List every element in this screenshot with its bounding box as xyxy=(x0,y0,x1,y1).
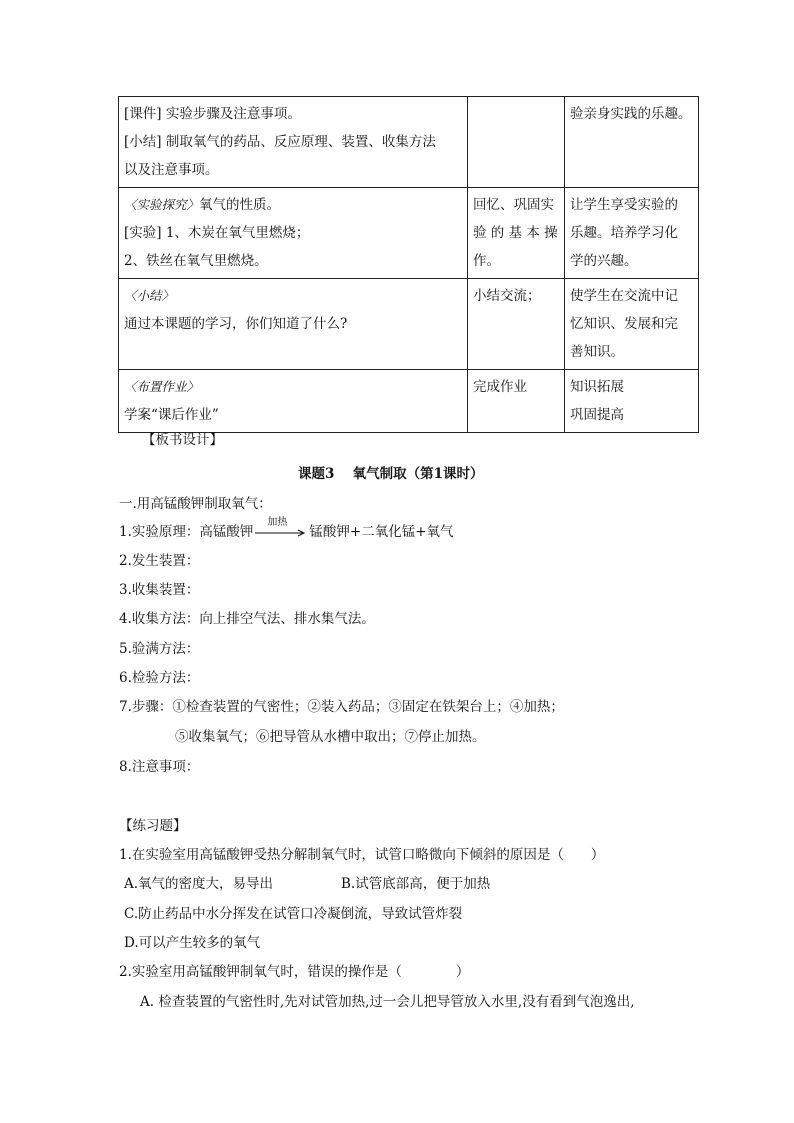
cell-text: 知识拓展 xyxy=(570,379,624,395)
item-principle xyxy=(119,516,454,540)
item-collect-method: 4.收集方法：向上排空气法、排水集气法。 xyxy=(119,611,375,627)
section-label: 〈布置作业〉 xyxy=(124,379,200,394)
section-label: 〈小结〉 xyxy=(124,288,175,303)
item-steps-line2: ⑤收集氧气；⑥把导管从水槽中取出；⑦停止加热。 xyxy=(175,729,486,745)
table-cell xyxy=(119,97,468,188)
item-test-method: 6.检验方法： xyxy=(119,670,200,686)
cell-text: 忆知识、发展和完 xyxy=(570,316,678,332)
cell-text: [实验] 1、木炭在氧气里燃烧； xyxy=(124,225,310,241)
principle-products: 锰酸钾+二氧化锰+氧气 xyxy=(309,524,454,540)
table-cell xyxy=(565,188,699,279)
lesson-table xyxy=(118,96,699,433)
table-cell xyxy=(565,279,699,370)
table-cell xyxy=(468,97,565,188)
table-cell xyxy=(565,97,699,188)
cell-text: 通过本课题的学习，你们知道了什么? xyxy=(124,316,348,332)
table-row xyxy=(119,370,699,433)
cell-text: 善知识。 xyxy=(570,344,624,360)
q1-option-d: D.可以产生较多的氧气 xyxy=(124,935,261,951)
principle-reactant: 1.实验原理：高锰酸钾 xyxy=(119,524,254,540)
table-row xyxy=(119,279,699,370)
item-full-check: 5.验满方法： xyxy=(119,641,200,657)
table-row xyxy=(119,97,699,188)
item-steps-line1: 7.步骤：①检查装置的气密性；②装入药品；③固定在铁架台上；④加热； xyxy=(119,699,564,715)
cell-text: 氧气的性质。 xyxy=(199,197,281,213)
table-cell xyxy=(119,370,468,433)
cell-text: 2、铁丝在氧气里燃烧。 xyxy=(124,253,268,269)
question-1: 1.在实验室用高锰酸钾受热分解制氧气时，试管口略微向下倾斜的原因是（ ） xyxy=(119,847,605,863)
lesson-title: 课题3 氧气制取（第1课时） xyxy=(298,466,484,482)
cell-text: 小结交流； xyxy=(473,288,541,304)
q1-option-b: B.试管底部高，便于加热 xyxy=(341,876,491,892)
cell-text: 验 的 基 本 操 xyxy=(473,225,558,241)
arrow-icon xyxy=(253,528,309,538)
item-generator: 2.发生装置： xyxy=(119,553,200,569)
board-heading: 【板书设计】 xyxy=(142,432,223,448)
cell-text: [小结] 制取氧气的药品、反应原理、装置、收集方法 xyxy=(124,134,436,150)
cell-text: 作。 xyxy=(473,253,500,269)
table-cell xyxy=(119,188,468,279)
cell-text: 回忆、巩固实 xyxy=(473,197,554,213)
table-cell xyxy=(119,279,468,370)
cell-text: 学的兴趣。 xyxy=(570,253,638,269)
item-collector: 3.收集装置： xyxy=(119,582,200,598)
table-cell xyxy=(565,370,699,433)
arrow-condition: 加热 xyxy=(267,516,288,528)
section-label: 〈实验探究〉 xyxy=(124,197,200,212)
cell-text: [课件] 实验步骤及注意事项。 xyxy=(124,106,301,122)
cell-text: 完成作业 xyxy=(473,379,527,395)
table-cell xyxy=(468,188,565,279)
practice-heading: 【练习题】 xyxy=(119,818,187,834)
cell-text: 使学生在交流中记 xyxy=(570,288,678,304)
item-notes: 8.注意事项： xyxy=(119,759,200,775)
table-cell xyxy=(468,370,565,433)
q1-option-a: A.氧气的密度大，易导出 xyxy=(124,876,274,892)
q1-option-c: C.防止药品中水分挥发在试管口冷凝倒流，导致试管炸裂 xyxy=(124,906,463,922)
reaction-arrow xyxy=(253,516,309,540)
cell-text: 乐趣。培养学习化 xyxy=(570,225,678,241)
cell-text: 验亲身实践的乐趣。 xyxy=(570,106,692,122)
section-heading: 一.用高锰酸钾制取氧气： xyxy=(119,496,272,512)
q2-option-a: A. 检查装置的气密性时,先对试管加热,过一会儿把导管放入水里,没有看到气泡逸出, xyxy=(140,994,635,1010)
table-row xyxy=(119,188,699,279)
cell-text: 让学生享受实验的 xyxy=(570,197,678,213)
cell-text: 学案“课后作业” xyxy=(124,407,219,423)
cell-text: 以及注意事项。 xyxy=(124,162,219,178)
table-cell xyxy=(468,279,565,370)
question-2: 2.实验室用高锰酸钾制氧气时，错误的操作是（ ） xyxy=(119,964,470,980)
cell-text: 巩固提高 xyxy=(570,407,624,423)
